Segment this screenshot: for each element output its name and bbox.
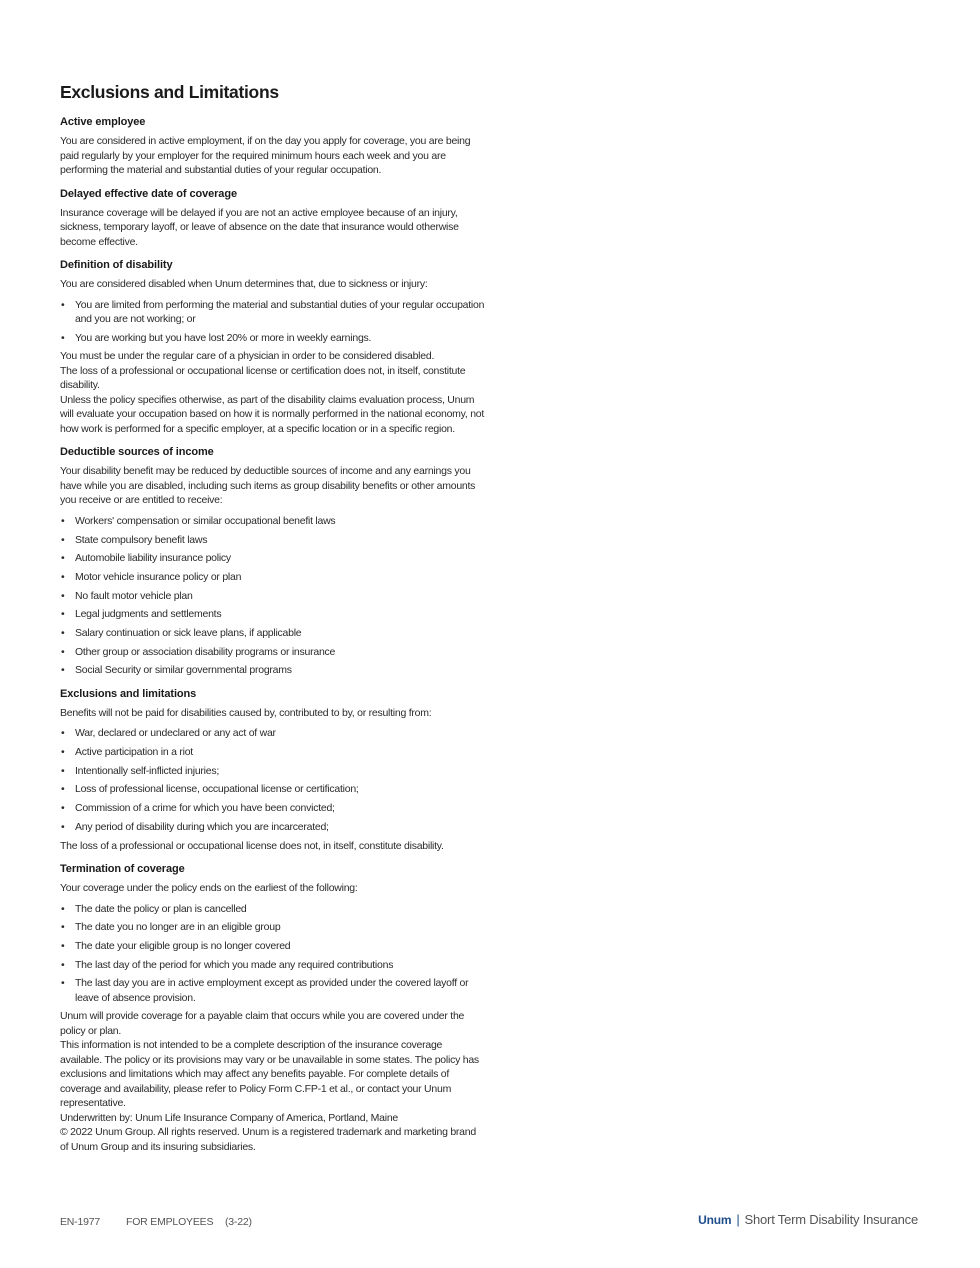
section-text: Unum will provide coverage for a payable claim that occurs while you are covered under the policy or plan. (60, 1010, 465, 1037)
revision-date: (3-22) (225, 1216, 252, 1228)
list-item: • War, declared or undeclared or any act of war (60, 726, 485, 741)
list-item: • Intentionally self-inflicted injuries; (60, 764, 485, 779)
brand-block (698, 1212, 918, 1227)
section-intro: Your coverage under the policy ends on the earliest of the following: (60, 882, 358, 894)
unum-logo: Unum (698, 1213, 732, 1227)
list-item: • You are working but you have lost 20% or more in weekly earnings. (60, 331, 485, 346)
form-code: EN-1977 (60, 1216, 101, 1228)
list-item: • The last day of the period for which you made any required contributions (60, 958, 485, 973)
list-item: • No fault motor vehicle plan (60, 589, 485, 604)
list-item: • The date your eligible group is no longer covered (60, 939, 485, 954)
section-text: Insurance coverage will be delayed if you are not an active employee because of an injury, sickness, temporary layoff, or leave of absence on the date that insurance would otherwise become effective. (60, 206, 459, 248)
section-heading: Deductible sources of income (60, 446, 214, 459)
list-item: • Legal judgments and settlements (60, 607, 485, 622)
section-heading: Active employee (60, 116, 146, 128)
section-text: Unless the policy specifies otherwise, as part of the disability claims evaluation process, Unum will evaluate your occupation based on how it is normally performed in the national economy, not how work is performed for a specific employer, at a specific location or in a specific region. (60, 393, 485, 435)
section-heading: Definition of disability (60, 259, 173, 271)
bullet-list (60, 726, 485, 834)
audience-label: FOR EMPLOYEES (126, 1216, 214, 1228)
bullet-list (60, 514, 485, 678)
list-item: • Salary continuation or sick leave plans, if applicable (60, 626, 485, 641)
list-item: • Any period of disability during which you are incarcerated; (60, 820, 485, 835)
page-title: Exclusions and Limitations (60, 82, 279, 102)
section-exclusions-and-limitations (60, 687, 485, 853)
product-name: Short Term Disability Insurance (744, 1212, 918, 1227)
section-intro: You are considered disabled when Unum determines that, due to sickness or injury: (60, 278, 428, 290)
underwriter-text: Underwritten by: Unum Life Insurance Company of America, Portland, Maine (60, 1111, 399, 1124)
section-heading: Delayed effective date of coverage (60, 187, 237, 200)
section-definition-of-disability (60, 258, 485, 436)
section-text: The loss of a professional or occupational license does not, in itself, constitute disability. (60, 839, 444, 852)
section-intro: Benefits will not be paid for disabilities caused by, contributed to by, or resulting from: (60, 706, 432, 719)
list-item: • Motor vehicle insurance policy or plan (60, 570, 485, 585)
list-item: • Active participation in a riot (60, 745, 485, 760)
section-text: You are considered in active employment, if on the day you apply for coverage, you are being paid regularly by your employer for the required minimum hours each week and you are performing the material and substantial duties of your regular occupation. (60, 135, 471, 176)
list-item: • Loss of professional license, occupational license or certification; (60, 782, 485, 797)
list-item: • State compulsory benefit laws (60, 533, 485, 548)
section-text: You must be under the regular care of a physician in order to be considered disabled. (60, 350, 435, 363)
page-footer (60, 1212, 918, 1232)
list-item: • Social Security or similar governmental programs (60, 663, 485, 678)
bullet-list (60, 298, 485, 346)
section-heading: Exclusions and limitations (60, 687, 197, 700)
list-item: • You are limited from performing the material and substantial duties of your regular occupation and you are not working; or (60, 298, 485, 327)
disclaimer-text: This information is not intended to be a complete description of the insurance coverage available. The policy or its provisions may vary or be unavailable in some states. The policy has exclusions and limitations which may affect any benefits payable. For complete details of coverage and availability, please refer to Policy Form C.FP-1 et al., or contact your Unum representative. (60, 1039, 479, 1110)
list-item: • Workers' compensation or similar occupational benefit laws (60, 514, 485, 529)
list-item: • Automobile liability insurance policy (60, 551, 485, 566)
list-item: • The date you no longer are in an eligible group (60, 920, 485, 935)
document-body (60, 80, 485, 1163)
section-text: The loss of a professional or occupational license or certification does not, in itself, constitute disability. (60, 364, 466, 392)
section-heading: Termination of coverage (60, 863, 185, 875)
section-active-employee (60, 115, 485, 178)
section-termination-of-coverage (60, 862, 485, 1154)
section-intro: Your disability benefit may be reduced by deductible sources of income and any earnings you have while you are disabled, including such items as group disability benefits or other amounts you receive or are entitled to receive: (60, 465, 476, 507)
list-item: • Commission of a crime for which you have been convicted; (60, 801, 485, 816)
list-item: • The last day you are in active employment except as provided under the covered layoff or leave of absence provision. (60, 976, 485, 1005)
section-delayed-effective-date (60, 187, 485, 250)
bullet-list (60, 902, 485, 1006)
list-item: • Other group or association disability programs or insurance (60, 645, 485, 660)
section-deductible-sources (60, 445, 485, 678)
brand-separator: | (736, 1212, 740, 1227)
copyright-text: © 2022 Unum Group. All rights reserved. Unum is a registered trademark and marketing brand of Unum Group and its insuring subsidiaries. (60, 1126, 476, 1153)
list-item: • The date the policy or plan is cancelled (60, 902, 485, 917)
